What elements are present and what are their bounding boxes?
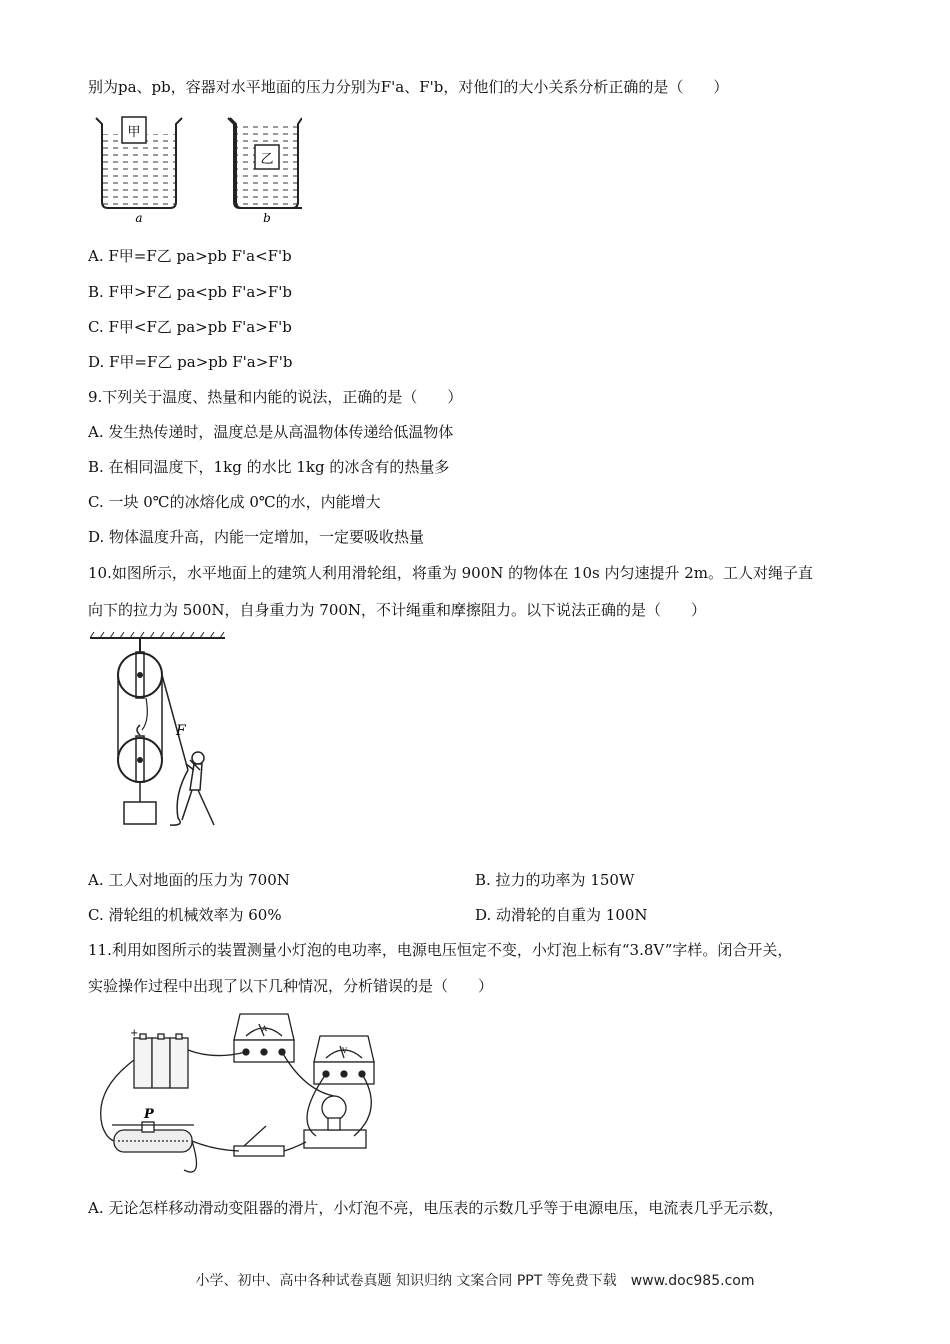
q9-stem: 9.下列关于温度、热量和内能的说法，正确的是（ ）: [88, 388, 463, 406]
container-a: [96, 117, 182, 225]
q8-option-a: A. F甲=F乙 pa>pb F'a<F'b: [88, 247, 292, 265]
q10-figure-pulley: [90, 630, 230, 830]
worker-figure: [170, 752, 214, 825]
q8-option-d: D. F甲=F乙 pa>pb F'a>F'b: [88, 353, 293, 371]
battery-plus: +: [130, 1028, 139, 1039]
lamp: [304, 1096, 366, 1148]
q10-option-b: B. 拉力的功率为 150W: [475, 871, 635, 889]
slider-label: P: [144, 1107, 154, 1122]
switch: [234, 1126, 284, 1156]
q9-option-c: C. 一块 0℃的冰熔化成 0℃的水，内能增大: [88, 493, 381, 511]
voltmeter-label: V: [342, 1047, 348, 1055]
battery-pack: [134, 1034, 188, 1088]
q10-stem-line2: 向下的拉力为 500N，自身重力为 700N，不计绳重和摩擦阻力。以下说法正确的是（ ）: [88, 601, 707, 619]
q11-stem-line1: 11.利用如图所示的装置测量小灯泡的电功率，电源电压恒定不变，小灯泡上标有“3.8V”字样。闭合开关，: [88, 941, 793, 959]
q10-stem-line1: 10.如图所示，水平地面上的建筑人利用滑轮组，将重为 900N 的物体在 10s 内匀速提升 2m。工人对绳子直: [88, 564, 814, 582]
q9-option-b: B. 在相同温度下，1kg 的水比 1kg 的冰含有的热量多: [88, 458, 450, 476]
block-jia-label: 甲: [127, 125, 141, 140]
q11-stem-line2: 实验操作过程中出现了以下几种情况，分析错误的是（ ）: [88, 977, 494, 995]
q8-option-c: C. F甲<F乙 pa>pb F'a>F'b: [88, 318, 292, 336]
block-yi-label: 乙: [260, 152, 274, 167]
container-b: [228, 118, 302, 225]
q10-option-a: A. 工人对地面的压力为 700N: [88, 871, 290, 889]
q10-option-d: D. 动滑轮的自重为 100N: [475, 906, 648, 924]
q8-figure-containers: [92, 110, 302, 225]
q9-option-a: A. 发生热传递时，温度总是从高温物体传递给低温物体: [88, 423, 454, 441]
ammeter-label: A: [262, 1025, 268, 1033]
q8-option-b: B. F甲>F乙 pa<pb F'a>F'b: [88, 283, 292, 301]
ammeter: [234, 1014, 294, 1062]
force-label: F: [176, 723, 186, 739]
q8-stem-tail: 别为pa、pb，容器对水平地面的压力分别为F'a、F'b，对他们的大小关系分析正确的是（ ）: [88, 78, 729, 96]
q10-option-c: C. 滑轮组的机械效率为 60%: [88, 906, 282, 924]
page-footer: 小学、初中、高中各种试卷真题 知识归纳 文案合同 PPT 等免费下载 www.doc985.com: [195, 1273, 755, 1289]
q11-figure-circuit: [94, 1010, 384, 1180]
container-a-label: a: [135, 211, 143, 225]
q9-option-d: D. 物体温度升高，内能一定增加，一定要吸收热量: [88, 528, 425, 546]
voltmeter: [314, 1036, 374, 1084]
q11-option-a: A. 无论怎样移动滑动变阻器的滑片，小灯泡不亮，电压表的示数几乎等于电源电压，电流表几乎无示数，: [88, 1199, 784, 1217]
container-b-label: b: [263, 211, 271, 225]
rheostat: [112, 1122, 194, 1152]
